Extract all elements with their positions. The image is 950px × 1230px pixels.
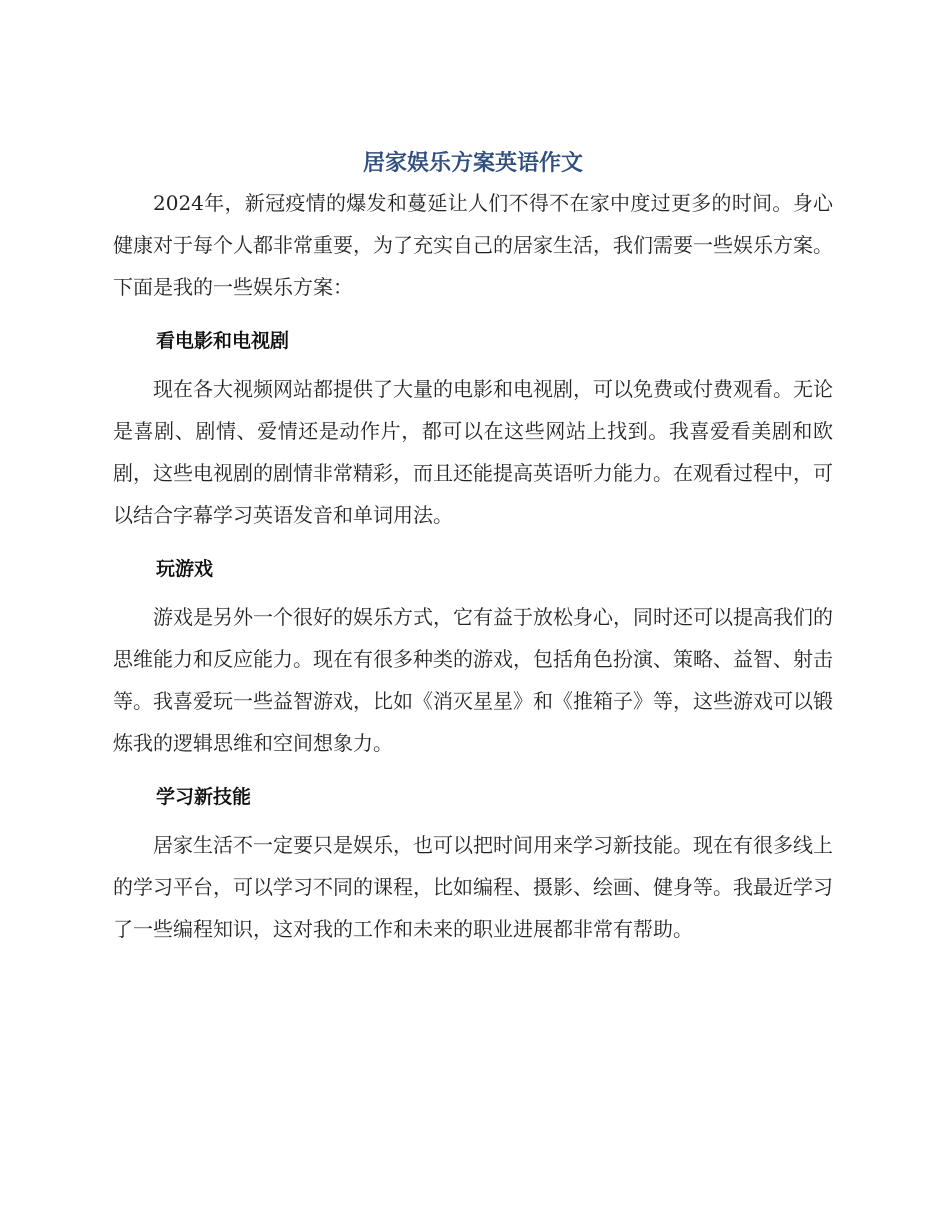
section-body-skills: 居家生活不一定要只是娱乐，也可以把时间用来学习新技能。现在有很多线上的学习平台，可以学习不同的课程，比如编程、摄影、绘画、健身等。我最近学习了一些编程知识，这对我的工作和未来的职业进展都非常有帮助。 bbox=[113, 833, 833, 941]
spacer bbox=[113, 536, 833, 548]
document-body bbox=[113, 146, 833, 950]
section-heading-movies: 看电影和电视剧 bbox=[156, 330, 290, 352]
section-body-games: 游戏是另外一个很好的娱乐方式，它有益于放松身心，同时还可以提高我们的思维能力和反应能力。现在有很多种类的游戏，包括角色扮演、策略、益智、射击等。我喜爱玩一些益智游戏，比如《消灭星星》和《推箱子》等，这些游戏可以锻炼我的逻辑思维和空间想象力。 bbox=[113, 605, 833, 755]
spacer bbox=[113, 764, 833, 776]
document-title: 居家娱乐方案英语作文 bbox=[362, 151, 583, 176]
intro-paragraph: 2024年，新冠疫情的爆发和蔓延让人们不得不在家中度过更多的时间。身心健康对于每个人都非常重要，为了充实自己的居家生活，我们需要一些娱乐方案。下面是我的一些娱乐方案： bbox=[113, 191, 833, 299]
spacer bbox=[113, 308, 833, 320]
section-body-movies: 现在各大视频网站都提供了大量的电影和电视剧，可以免费或付费观看。无论是喜剧、剧情、爱情还是动作片，都可以在这些网站上找到。我喜爱看美剧和欧剧，这些电视剧的剧情非常精彩，而且还能提高英语听力能力。在观看过程中，可以结合字幕学习英语发音和单词用法。 bbox=[113, 377, 833, 527]
section-heading-skills: 学习新技能 bbox=[156, 786, 252, 808]
section-heading-games: 玩游戏 bbox=[156, 558, 214, 580]
